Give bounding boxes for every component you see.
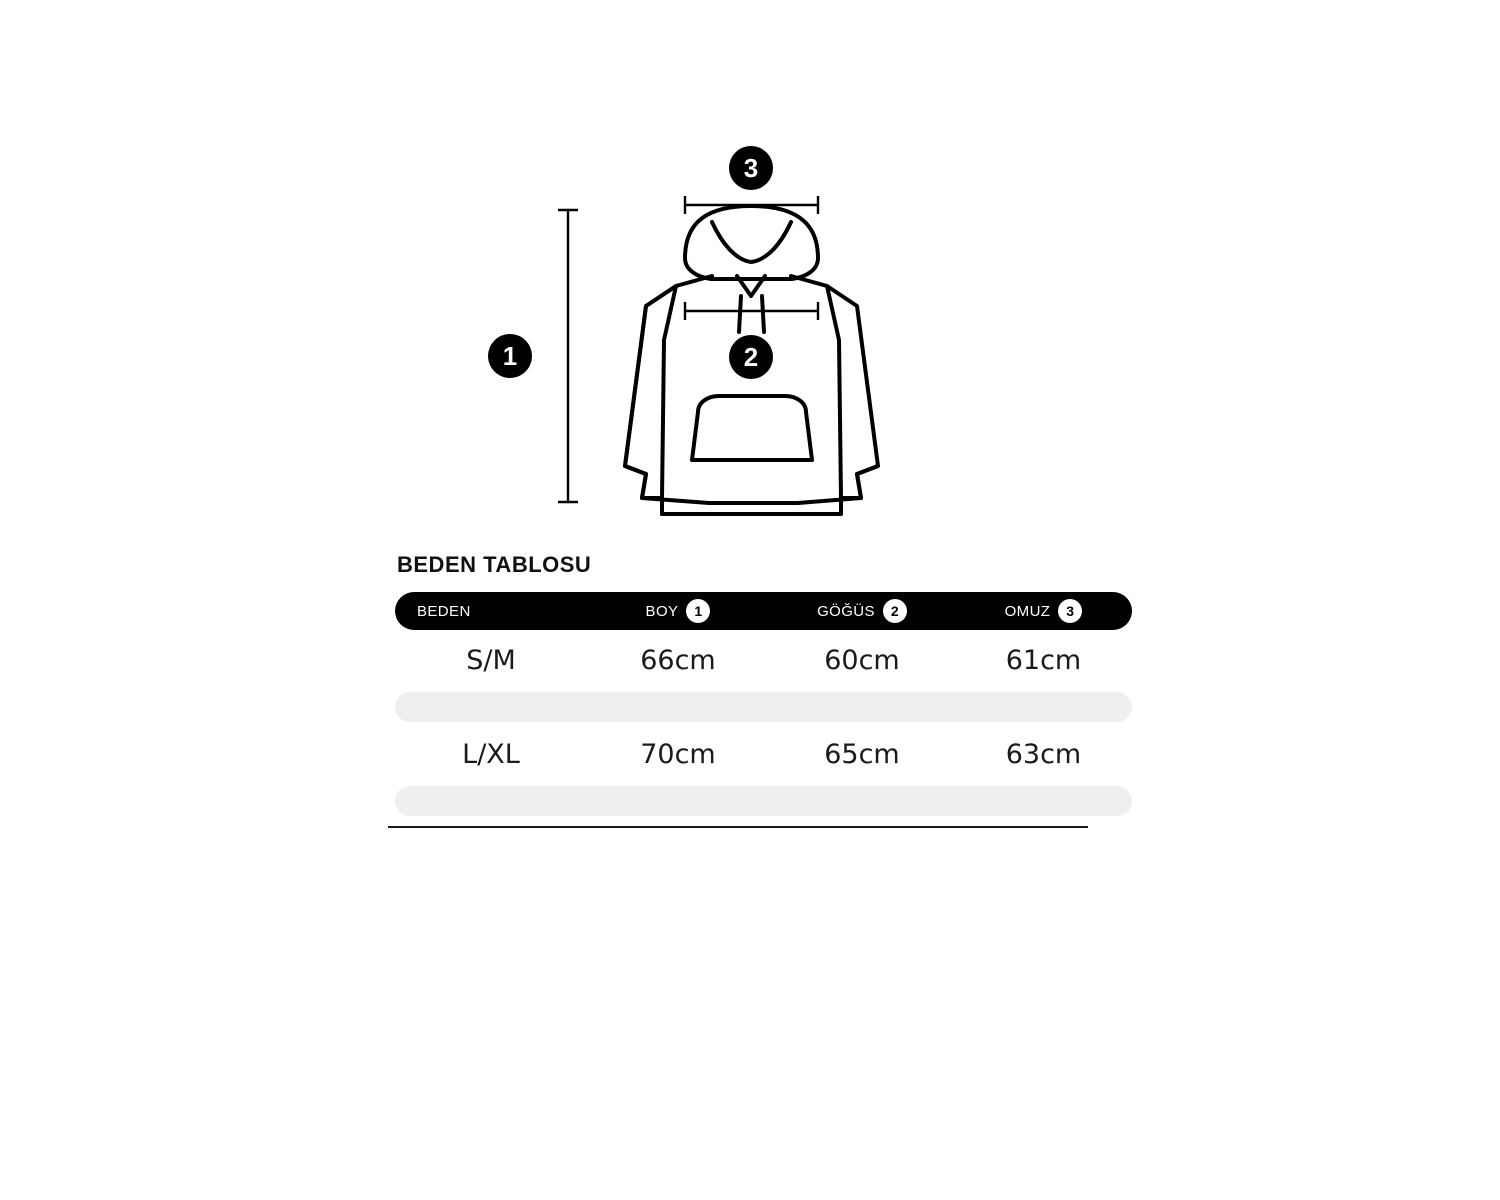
cell-boy: 66cm — [640, 644, 716, 676]
marker-badge-3-label: 3 — [743, 153, 759, 183]
column-header-gogus-badge: 2 — [883, 599, 907, 623]
column-header-boy-badge: 1 — [686, 599, 710, 623]
marker-badge-2-label: 2 — [743, 342, 759, 372]
column-header-boy — [587, 592, 769, 630]
column-header-beden — [395, 592, 587, 630]
cell-beden: S/M — [466, 644, 516, 676]
height-dimension-bracket — [558, 210, 578, 502]
column-header-omuz-badge: 3 — [1058, 599, 1082, 623]
column-header-beden-label: BEDEN — [417, 602, 471, 620]
table-row — [395, 724, 1132, 784]
marker-badge-2 — [729, 335, 773, 379]
size-table-header — [395, 592, 1132, 630]
size-table-header-row — [395, 592, 1132, 630]
column-header-gogus — [769, 592, 955, 630]
separator-cell — [395, 690, 1132, 724]
marker-badge-1 — [488, 334, 532, 378]
cell-omuz: 63cm — [1005, 738, 1082, 770]
table-row-separator — [395, 784, 1132, 818]
cell-gogus: 60cm — [824, 644, 900, 676]
marker-badge-1-label: 1 — [502, 341, 518, 371]
size-table-body — [395, 630, 1132, 818]
table-row-separator — [395, 690, 1132, 724]
size-table — [395, 592, 1132, 818]
cell-omuz: 61cm — [1005, 644, 1082, 676]
chest-dimension-line — [685, 302, 818, 320]
size-chart — [395, 552, 1110, 818]
separator-bar — [395, 692, 1132, 722]
column-header-omuz — [955, 592, 1132, 630]
separator-cell — [395, 784, 1132, 818]
column-header-gogus-label: GÖĞÜS — [817, 602, 875, 620]
cell-gogus: 65cm — [824, 738, 900, 770]
table-row — [395, 630, 1132, 690]
separator-bar — [395, 786, 1132, 816]
size-chart-title: BEDEN TABLOSU — [397, 552, 592, 577]
cell-boy: 70cm — [640, 738, 716, 770]
cell-beden: L/XL — [462, 738, 520, 770]
marker-badge-3 — [729, 146, 773, 190]
bottom-divider — [388, 826, 1088, 828]
column-header-omuz-label: OMUZ — [1004, 602, 1051, 620]
hoodie-diagram-svg — [440, 110, 1000, 530]
column-header-boy-label: BOY — [645, 602, 679, 620]
hoodie-diagram — [440, 110, 1000, 530]
